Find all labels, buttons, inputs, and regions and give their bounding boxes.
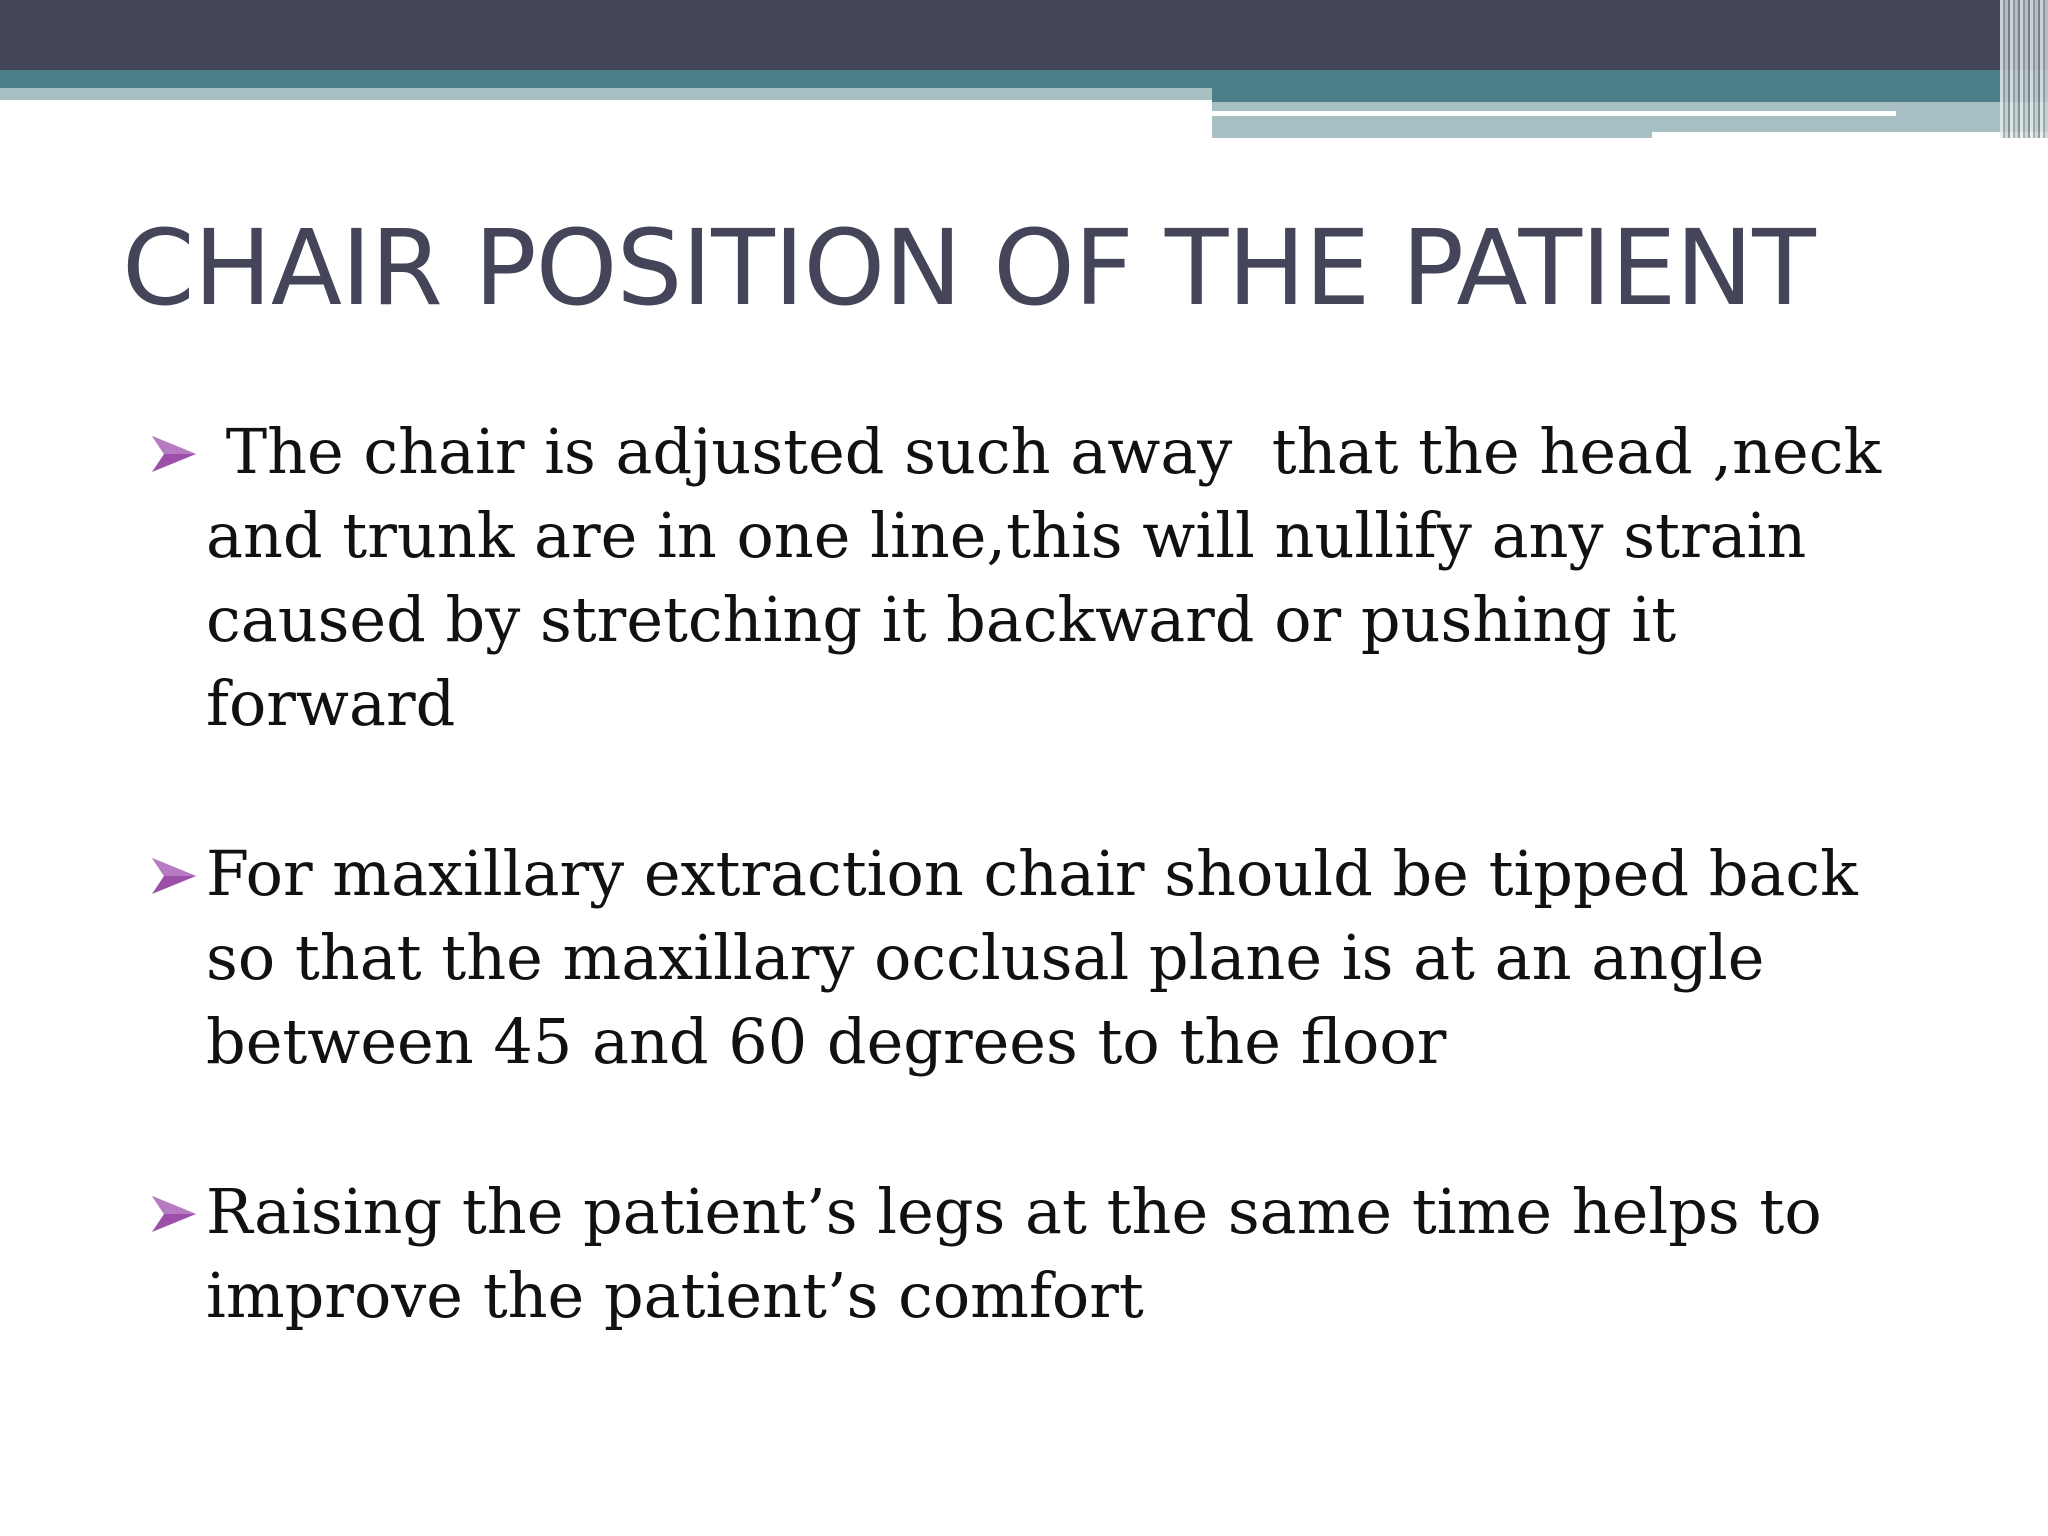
bullet-text: The chair is adjusted such away that the head ,neck and trunk are in one line,this will nullify any strain caused by stretching it backward or pushing it forward — [206, 415, 1901, 740]
bullet-item — [148, 410, 1938, 746]
arrow-bullet-icon — [148, 1192, 200, 1236]
header-white-gap — [1652, 132, 2048, 138]
bullet-item — [148, 832, 1938, 1084]
header-band-dark — [0, 0, 2048, 70]
header-stripes — [2000, 0, 2048, 138]
arrow-bullet-icon — [148, 432, 200, 476]
bullet-item — [148, 1170, 1938, 1338]
header-band-light — [0, 88, 1212, 100]
bullet-text: For maxillary extraction chair should be tipped back so that the maxillary occlusal plane is at an angle between 45 and 60 degrees to the floor — [206, 837, 1878, 1078]
header-white-line — [1212, 111, 1896, 116]
slide-title: CHAIR POSITION OF THE PATIENT — [122, 207, 1815, 329]
header-band-teal-right — [1212, 88, 2048, 102]
arrow-bullet-icon — [148, 854, 200, 898]
header-band-teal — [0, 70, 2048, 88]
bullet-text: Raising the patient’s legs at the same time helps to improve the patient’s comfort — [206, 1175, 1842, 1332]
bullet-list — [148, 410, 1938, 1424]
